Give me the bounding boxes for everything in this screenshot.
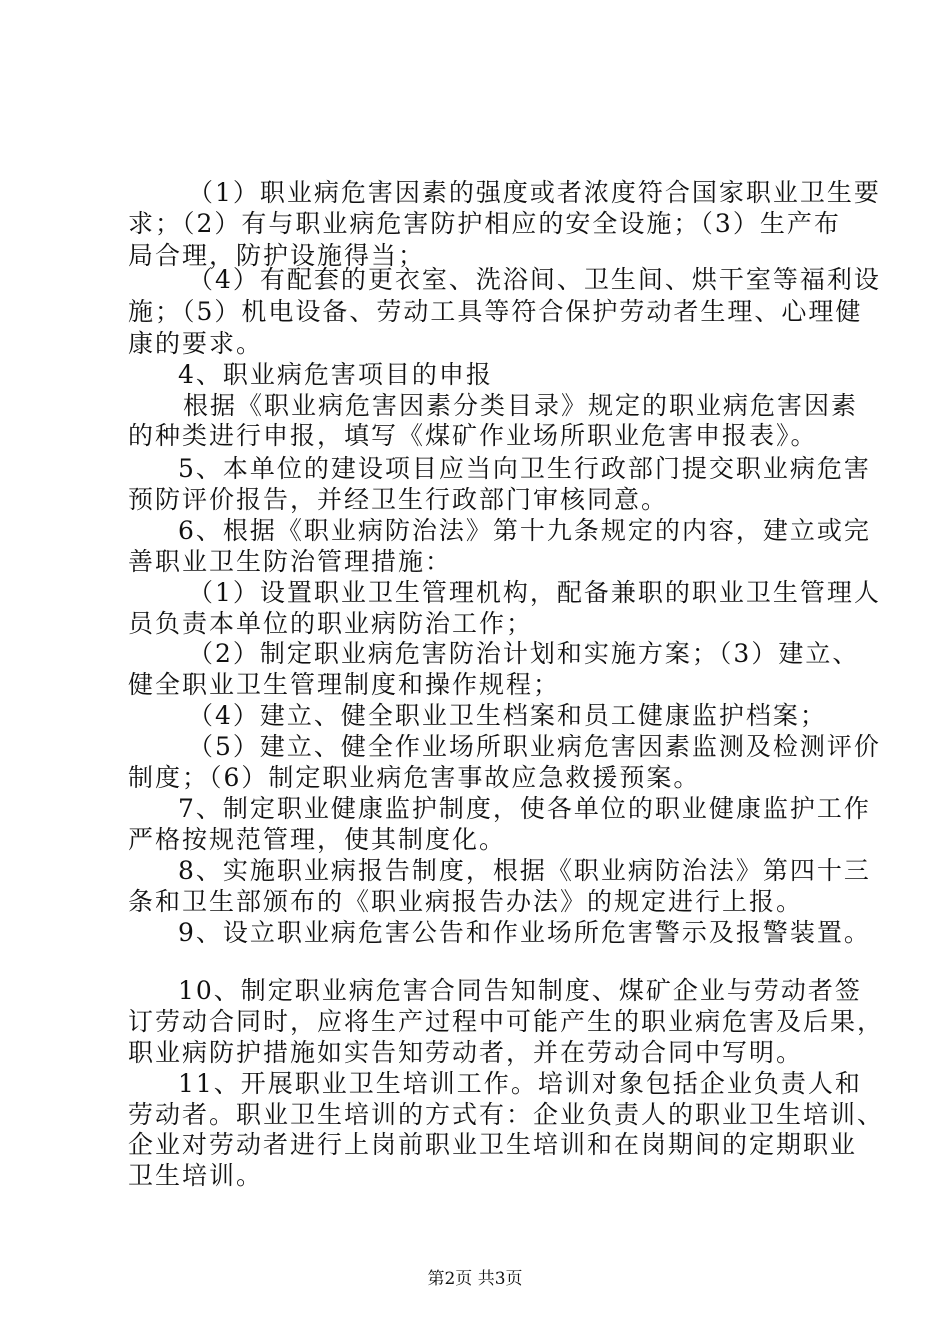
paragraph-line: 卫生培训。 (128, 1161, 264, 1190)
paragraph-line: 6、根据《职业病防治法》第十九条规定的内容，建立或完 (178, 516, 871, 545)
paragraph-line: 员负责本单位的职业病防治工作； (128, 609, 534, 638)
paragraph-line: （4）建立、健全职业卫生档案和员工健康监护档案； (188, 701, 827, 730)
paragraph-line: （1）设置职业卫生管理机构，配备兼职的职业卫生管理人 (188, 578, 881, 607)
paragraph-line: 9、设立职业病危害公告和作业场所危害警示及报警装置。 (178, 918, 871, 947)
paragraph-line: （5）建立、健全作业场所职业病危害因素监测及检测评价 (188, 732, 881, 761)
paragraph-line: 制度；（6）制定职业病危害事故应急救援预案。 (128, 763, 701, 792)
paragraph-line: 劳动者。职业卫生培训的方式有：企业负责人的职业卫生培训、 (128, 1100, 885, 1129)
paragraph-line: 的种类进行申报，填写《煤矿作业场所职业危害申报表》。 (128, 421, 818, 450)
paragraph-line: 8、实施职业病报告制度，根据《职业病防治法》第四十三 (178, 856, 871, 885)
paragraph-line: 根据《职业病危害因素分类目录》规定的职业病危害因素 (183, 391, 859, 420)
paragraph-line: 康的要求。 (128, 329, 264, 358)
page-number-footer: 第2页 共3页 (427, 1269, 523, 1289)
paragraph-line: 7、制定职业健康监护制度，使各单位的职业健康监护工作 (178, 794, 871, 823)
paragraph-line: 健全职业卫生管理制度和操作规程； (128, 670, 561, 699)
paragraph-line: 11、开展职业卫生培训工作。培训对象包括企业负责人和 (178, 1069, 862, 1098)
paragraph-line: 施；（5）机电设备、劳动工具等符合保护劳动者生理、心理健 (128, 297, 863, 326)
paragraph-line: （2）制定职业病危害防治计划和实施方案；（3）建立、 (188, 639, 860, 668)
paragraph-line: 10、制定职业病危害合同告知制度、煤矿企业与劳动者签 (178, 976, 862, 1005)
paragraph-line: 善职业卫生防治管理措施： (128, 547, 453, 576)
paragraph-line: 职业病防护措施如实告知劳动者，并在劳动合同中写明。 (128, 1038, 804, 1067)
paragraph-line: （1）职业病危害因素的强度或者浓度符合国家职业卫生要 (188, 178, 881, 207)
paragraph-line: 企业对劳动者进行上岗前职业卫生培训和在岗期间的定期职业 (128, 1130, 858, 1159)
paragraph-line: 严格按规范管理，使其制度化。 (128, 825, 507, 854)
paragraph-line: （4）有配套的更衣室、洗浴间、卫生间、烘干室等福利设 (188, 265, 881, 294)
paragraph-line: 预防评价报告，并经卫生行政部门审核同意。 (128, 485, 669, 514)
paragraph-line: 条和卫生部颁布的《职业病报告办法》的规定进行上报。 (128, 887, 804, 916)
paragraph-line: 5、本单位的建设项目应当向卫生行政部门提交职业病危害 (178, 454, 871, 483)
section-heading: 4、职业病危害项目的申报 (178, 360, 493, 389)
paragraph-line: 求；（2）有与职业病危害防护相应的安全设施；（3）生产布 (128, 209, 841, 238)
paragraph-line: 订劳动合同时，应将生产过程中可能产生的职业病危害及后果， (128, 1007, 885, 1036)
paragraph-line: 局合理，防护设施得当； (128, 241, 426, 270)
